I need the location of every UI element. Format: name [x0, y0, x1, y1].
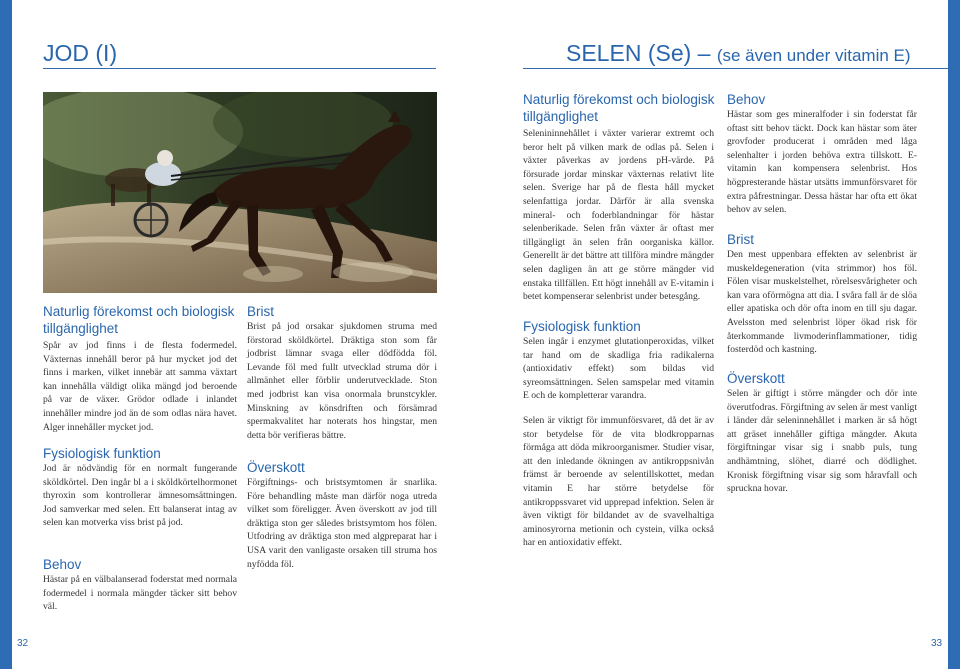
left-page-title: JOD (I): [43, 40, 118, 66]
right-page-title: [566, 40, 911, 67]
right-page-number: 33: [931, 638, 943, 649]
right-title-note: (se även under vitamin E): [716, 46, 911, 65]
left-natural-occurrence-heading: Naturlig förekomst och biologisk tillgänglighet: [43, 304, 235, 336]
left-need-text: Hästar på en välbalanserad foderstat med normala fodermedel i normala mängder täcker sitt behov väl.: [43, 574, 237, 613]
left-page-number: 32: [17, 638, 29, 649]
right-natural-occurrence-heading: Naturlig förekomst och biologisk tillgänglighet: [523, 92, 715, 124]
right-excess-heading: Överskott: [727, 371, 785, 386]
left-excess-heading: Överskott: [247, 460, 305, 475]
right-excess-text: Selen är giftigt i större mängder och dör inte överutfodras. Förgiftning av selen är mest vanligt i länder där seleninnehållet i marken är så högt att gräset innehåller giftiga mängder. Akuta förgiftningar visar sig i snabb puls, tung andhämtning, slöhet, diarré och dödlighet. Kronisk förgiftning visar sig som håravfall och spruckna hovar.: [727, 388, 917, 495]
right-deficiency-text: Den mest uppenbara effekten av selenbrist är muskeldegeneration (vita strimmor) hos föl. Fölen visar muskelstelhet, rörelsesvårigheter och kan vara oförmögna att dia. I svåra fall är de slöa eller apatiska och dör ofta inom en till sju dagar. Avelsston med selenbrist löper ökad risk för återkommande livmoderinflammationer, tidig fosterdöd och kastning.: [727, 249, 917, 356]
left-excess-text: Förgiftnings- och bristsymtomen är snarlika. Före behandling måste man därför noga utreda vilket som föreligger. Även överskott av jod till dräktiga ston ger således bristsymtom hos fölen. Utfodring av dräktiga ston med algpreparat har i USA varit den vanligaste orsaken till struma hos nyfödda föl.: [247, 477, 437, 570]
left-title-rule: [43, 68, 436, 69]
left-need-heading: Behov: [43, 557, 82, 572]
left-physiological-function-text: Jod är nödvändig för en normalt fungerande sköldkörtel. Den ingår bl a i sköldkörtelhormonet thyroxin som kontrollerar ämnesomsättningen. Jod samverkar med selen. Ett balanserat intag av selen kan motverka viss brist på jod.: [43, 463, 237, 529]
left-physiological-function-heading: Fysiologisk funktion: [43, 446, 161, 461]
right-title-dash: –: [697, 40, 711, 66]
right-physiological-function-heading: Fysiologisk funktion: [523, 319, 641, 334]
right-need-heading: Behov: [727, 92, 766, 107]
right-natural-occurrence-text: Selenininnehållet i växter varierar extremt och beror helt på vilken mark de odlas på. Selen i växter påverkas av jordens pH-värde. På försurade jordar minskar växternas relativt lite selen. Sverige har på de flesta håll mycket selenfattiga jordar. Därför är alla svenska mineral- och foderblandningar för hästar selenberikade. Selen från växter är oftast mer tillgängligt än selen från oorganiska källor. Generellt är det bättre att tillföra mindre mängder selen dagligen än att ge större mängder vid enstaka tillfällen. Ett högt innehåll av E-vitamin i betet kompenserar selenbrist under betesgång.: [523, 128, 714, 303]
right-deficiency-heading: Brist: [727, 232, 754, 247]
left-page-edge-bar: [0, 0, 12, 669]
right-need-text: Hästar som ges mineralfoder i sin foderstat får oftast sitt behov täckt. Dock kan hästar som äter grovfoder producerat i områden med låga selenhalter i jorden behöva extra tillskott. E-vitamin kan kompensera selenbrist. Hos högpresterande hästar utsätts immunförsvaret för extra påfrestningar. Dessa hästar har ofta ett ökat behov av selen.: [727, 109, 917, 216]
right-title-main: SELEN (Se): [566, 40, 692, 66]
left-deficiency-text: Brist på jod orsakar sjukdomen struma med förstorad sköldkörtel. Dräktiga ston som får jodbrist lämnar svaga eller dödfödda föl. Levande föl med fullt utvecklad struma dör i allmänhet eller förblir underutvecklade. Ston med jodbrist kan visa onormala brunstcykler. Minskning av könsdriften och försämrad spermakvalitet har noterats hos hingstar, men detta bör verifieras bättre.: [247, 321, 437, 441]
right-physiological-function-text-1: Selen ingår i enzymet glutationperoxidas, vilket tar hand om de skadliga fria radikalerna (antioxidativ effekt) som bildas vid syreomsättningen. Selen samspelar med vitamin E och de kompletterar varandra.: [523, 336, 714, 402]
right-page-edge-bar: [948, 0, 960, 669]
right-physiological-function-text-2: Selen är viktigt för immunförsvaret, då det är av stor betydelse för de vita blodkropparnas förmåga att döda mikroorganismer. Studier visar, att den inledande ökningen av antikroppsnivån främst är beroende av selentillskottet, medan vitamin E har större betydelse för antikroppssvaret vid upprepad infektion. Selen är även viktigt för bildandet av de svavelhaltiga aminosyrorna metionin och cystein, vilka också har en antioxidativ effekt.: [523, 415, 714, 549]
left-deficiency-heading: Brist: [247, 304, 274, 319]
harness-racing-photo: [43, 92, 437, 293]
right-title-rule: [523, 68, 948, 69]
harness-racing-photo-art: [43, 92, 437, 293]
left-natural-occurrence-text: Spår av jod finns i de flesta fodermedel. Växternas innehåll beror på hur mycket jod det finns i marken, vilket innebär att samma växtart kan innehålla väldigt olika mängd jod beroende på var de växer. Grödor odlade i inlandet innehåller mindre jod än de som odlas nära havet. Alger innehåller mycket jod.: [43, 340, 237, 433]
